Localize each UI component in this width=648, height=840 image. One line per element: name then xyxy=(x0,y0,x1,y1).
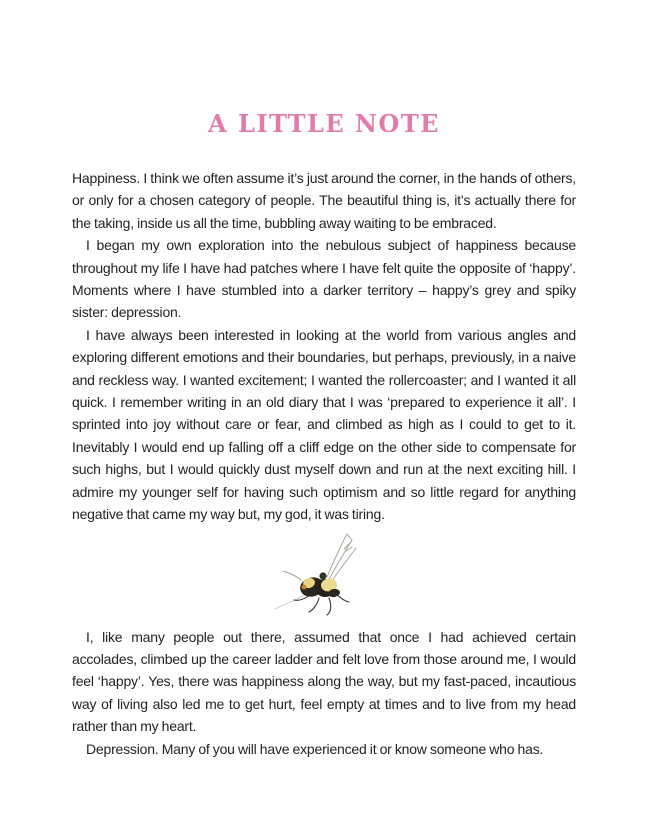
body-paragraph: I, like many people out there, assumed that once I had achieved certain accolades, climbed up the career ladder and felt love from those around me, I would feel ‘happy’. Yes, there was happiness along the way, but my fast-paced, incautious way of living also led me to get hurt, feel empty at times and to live from my head rather than my heart. xyxy=(72,628,576,735)
body-paragraph: I began my own exploration into the nebulous subject of happiness because throughout my life I have had patches where I have felt quite the opposite of ‘happy’. Moments where I have stumbled into a darker territory – happy’s grey and spiky sister: depression. xyxy=(72,237,576,321)
page-title: A LITTLE NOTE xyxy=(208,109,440,138)
body-text xyxy=(72,167,576,760)
body-paragraph: I have always been interested in looking at the world from various angles and exploring different emotions and their boundaries, but perhaps, previously, in a naive and reckless way. I wanted excitement; I wanted the rollercoaster; and I wanted it all quick. I remember writing in an old diary that I was ‘prepared to experience it all’. I sprinted into joy without care or fear, and climbed as high as I could to get to it. Inevitably I would end up falling off a cliff edge on the other side to compensate for such highs, but I would quickly dust myself down and run at the next exciting hill. I admire my younger self for having such optimism and so little regard for anything negative that came my way but, my god, it was tiring. xyxy=(72,326,576,523)
illustration-block xyxy=(72,530,576,624)
body-paragraph: Happiness. I think we often assume it’s just around the corner, in the hands of others, or only for a chosen category of people. The beautiful thing is, it’s actually there for the taking, inside us all the time, bubbling away waiting to be embraced. xyxy=(72,170,576,231)
bee-illustration xyxy=(271,531,391,623)
body-paragraph: Depression. Many of you will have experienced it or know someone who has. xyxy=(86,740,544,757)
